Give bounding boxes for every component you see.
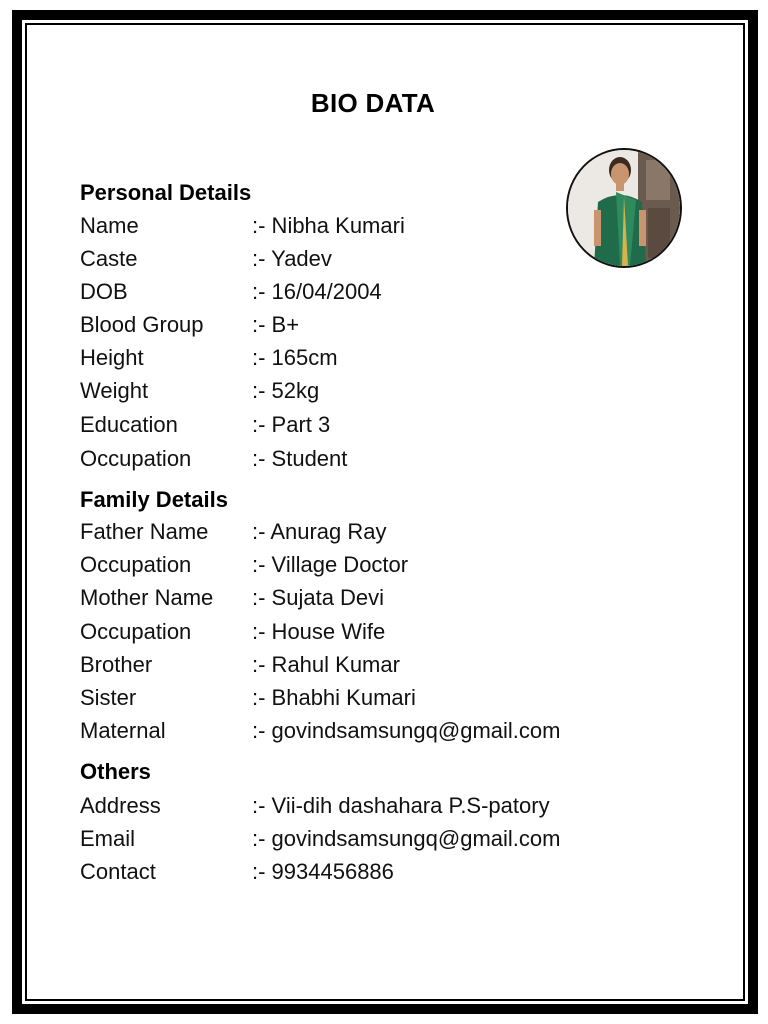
detail-value: :- Rahul Kumar	[252, 652, 400, 677]
detail-value: :- 9934456886	[252, 859, 394, 884]
detail-value: :- Student	[252, 446, 348, 471]
detail-label: Occupation	[80, 619, 192, 644]
detail-label: Occupation	[80, 552, 192, 577]
section-heading-personal-details: Personal Details	[80, 180, 252, 205]
section-heading-others: Others	[80, 759, 151, 784]
person-photo-icon	[568, 150, 680, 266]
detail-value: :- B+	[252, 312, 300, 337]
detail-label: Maternal	[80, 718, 166, 743]
detail-label: DOB	[80, 279, 128, 304]
profile-photo	[566, 148, 682, 268]
detail-value: :- Anurag Ray	[252, 519, 387, 544]
detail-value: :- Sujata Devi	[252, 585, 385, 610]
detail-value: :- 165cm	[252, 345, 338, 370]
detail-label: Father Name	[80, 519, 209, 544]
detail-value: :- House Wife	[252, 619, 386, 644]
detail-label: Blood Group	[80, 312, 204, 337]
detail-value: :- Bhabhi Kumari	[252, 685, 416, 710]
detail-value: :- Yadev	[252, 246, 332, 271]
detail-value: :- Nibha Kumari	[252, 213, 405, 238]
detail-label: Sister	[80, 685, 137, 710]
detail-label: Caste	[80, 246, 138, 271]
detail-value: :- Vii-dih dashahara P.S-patory	[252, 793, 550, 818]
detail-value: :- 16/04/2004	[252, 279, 382, 304]
detail-label: Mother Name	[80, 585, 214, 610]
detail-label: Email	[80, 826, 136, 851]
detail-label: Occupation	[80, 446, 192, 471]
section-heading-family-details: Family Details	[80, 487, 228, 512]
detail-value: :- 52kg	[252, 378, 320, 403]
detail-label: Height	[80, 345, 144, 370]
detail-label: Weight	[80, 378, 149, 403]
detail-value: :- Village Doctor	[252, 552, 409, 577]
detail-label: Contact	[80, 859, 156, 884]
detail-value: :- govindsamsungq@gmail.com	[252, 718, 561, 743]
detail-value: :- govindsamsungq@gmail.com	[252, 826, 561, 851]
detail-label: Brother	[80, 652, 153, 677]
document-title: BIO DATA	[310, 88, 436, 118]
detail-label: Name	[80, 213, 139, 238]
detail-label: Education	[80, 412, 178, 437]
detail-value: :- Part 3	[252, 412, 331, 437]
detail-label: Address	[80, 793, 161, 818]
